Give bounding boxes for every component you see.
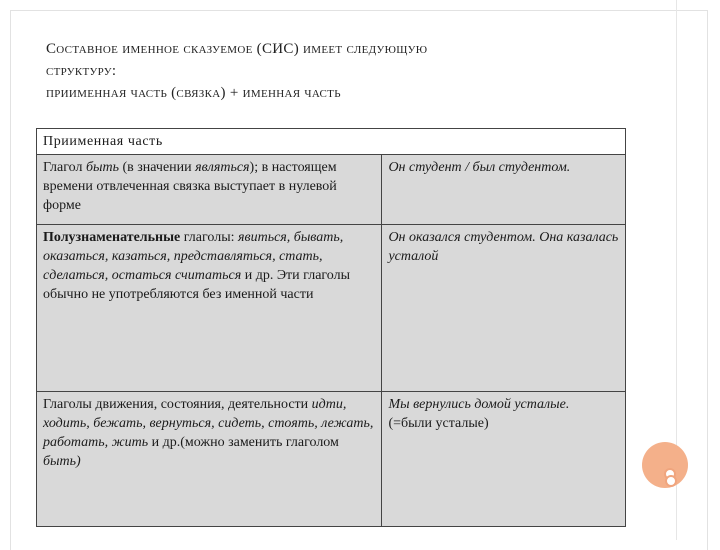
left-cell [37, 155, 382, 225]
ring-decoration-2 [665, 475, 677, 487]
title-line-2: структуру: [46, 63, 117, 79]
table-row [37, 392, 626, 527]
title-line-3: приименная часть (связка) + именная часть [46, 85, 341, 101]
text-italic: быть) [43, 454, 81, 469]
text-italic: являться [195, 160, 250, 175]
table-header: Приименная часть [43, 134, 163, 149]
structure-table [36, 128, 626, 527]
text-bold: Полузнаменательные [43, 230, 181, 245]
table-header-cell [37, 129, 626, 155]
example-text: Он оказался студентом. Она казалась усталой [388, 230, 619, 264]
right-cell [382, 225, 626, 392]
text: Глаголы движения, состояния, деятельности [43, 397, 312, 412]
example-text: Мы вернулись домой усталые. [388, 397, 570, 412]
text: ); в настоящем времени отвлеченная связка выступает в нулевой форме [43, 160, 337, 213]
table-row [37, 155, 626, 225]
text-italic: явиться, бывать, оказаться, казаться, представляться, стать, сделаться, остаться считаться [43, 230, 344, 283]
table-row [37, 225, 626, 392]
text: и др. Эти глаголы обычно не употребляются без именной части [43, 268, 351, 302]
text: (в значении [118, 160, 196, 175]
right-cell [382, 155, 626, 225]
table-header-row [37, 129, 626, 155]
title-line-1: Составное именное сказуемое (СИС) имеет следующую [46, 41, 428, 57]
text-italic: идти, ходить, бежать, вернуться, сидеть, стоять, лежать, работать, жить [43, 397, 374, 450]
text: глаголы: [180, 230, 238, 245]
text: Глагол [43, 160, 86, 175]
left-cell [37, 225, 382, 392]
text: и др.(можно заменить глаголом [148, 435, 339, 450]
example-note: (=были усталые) [388, 416, 489, 431]
text-italic: быть [85, 160, 119, 175]
right-cell [382, 392, 626, 527]
left-cell [37, 392, 382, 527]
example-text: Он студент / был студентом. [388, 160, 571, 175]
slide-title [46, 38, 646, 104]
